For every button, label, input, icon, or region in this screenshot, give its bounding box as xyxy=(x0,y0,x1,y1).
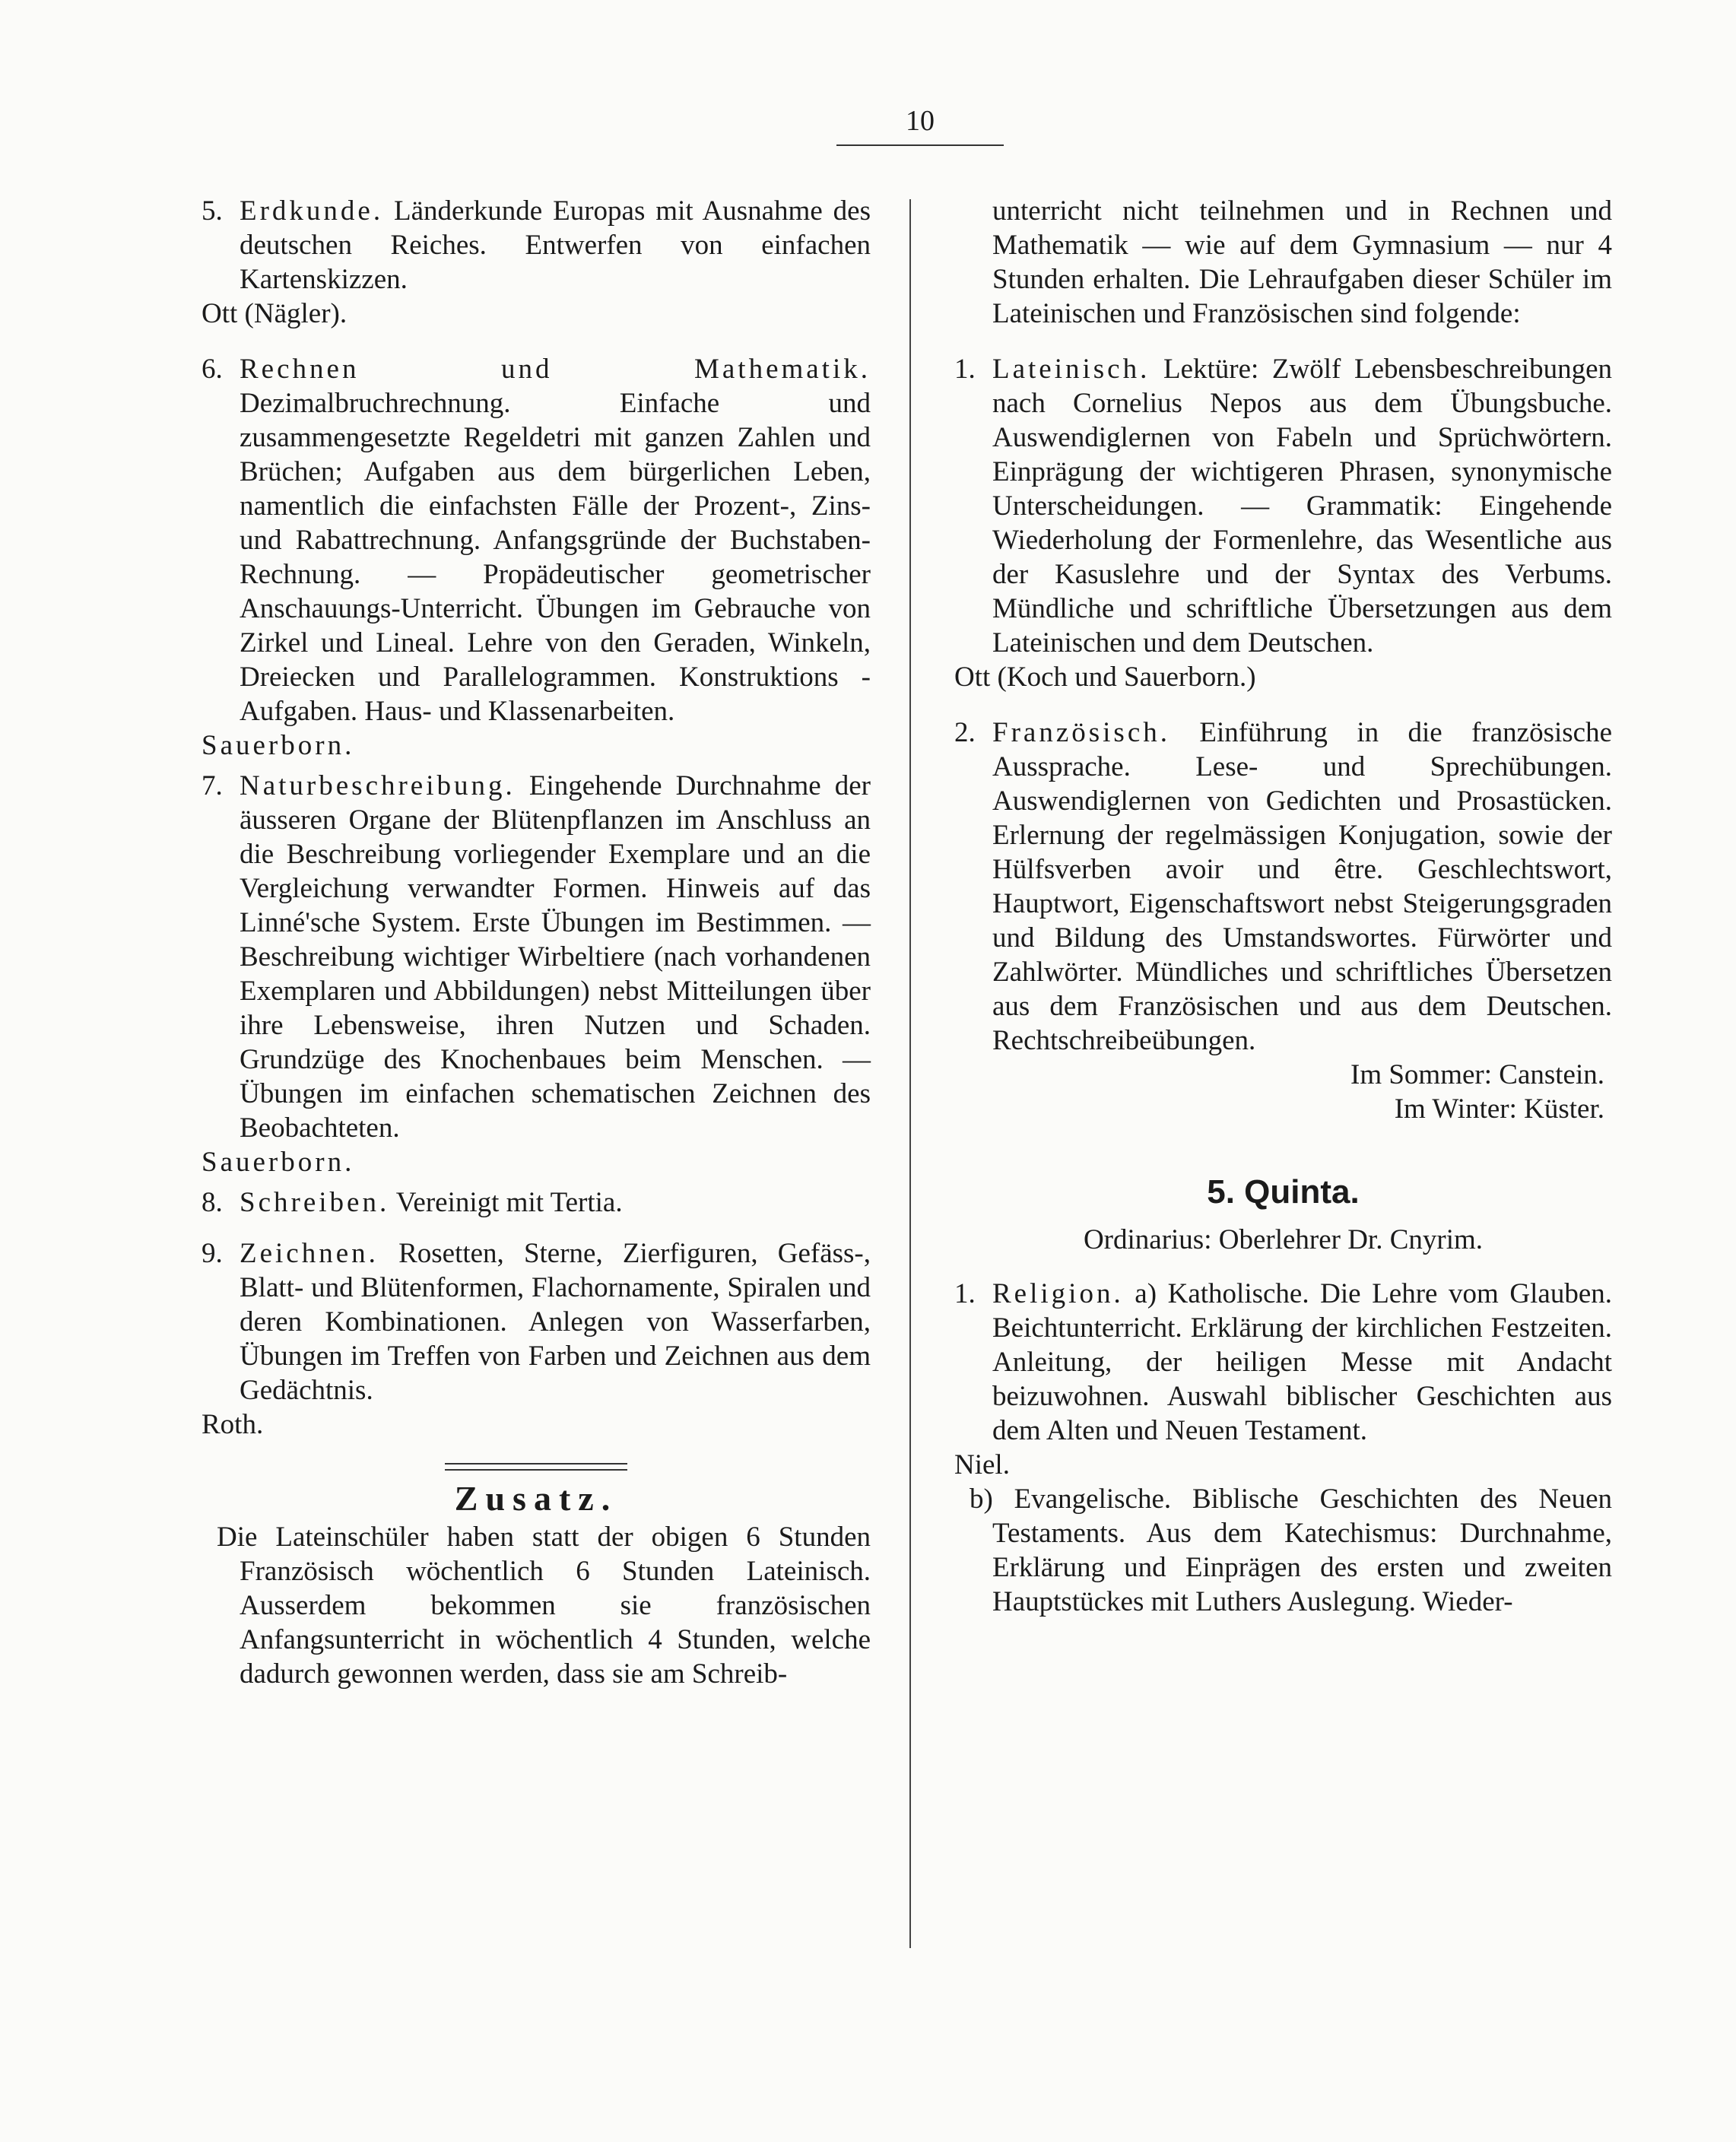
entry-title: Religion. xyxy=(992,1278,1124,1309)
entry-text: Einführung in die französische Aussprache. Lese- und Sprechübungen. Auswendiglernen von Gedichten und Prosastücken. Erlernung der regelmässigen Konjugation, sowie der Hülfsverben avoir und être. Geschlechtswort, Hauptwort, Eigenschaftswort nebst Steigerungsgraden und Bildung des Umstandswortes. Fürwörter und Zahlwörter. Mündliches und schriftliches Übersetzen aus dem Französischen und aus dem Deutschen. Rechtschreibeübungen. xyxy=(992,717,1613,1056)
entry-number: 1. xyxy=(954,1278,976,1309)
entry-text: Dezimalbruchrechnung. Einfache und zusammengesetzte Regeldetri mit ganzen Zahlen und Brüchen; Aufgaben aus dem bürgerlichen Leben, namentlich die einfachsten Fälle der Prozent-, Zins- und Rabattrechnung. Anfangsgründe der Buchstaben-Rechnung. — Propädeutischer geometrischer Anschauungs-Unterricht. Übungen im Gebrauche von Zirkel und Lineal. Lehre von den Geraden, Winkeln, Dreiecken und Parallelogrammen. Konstruktions - Aufgaben. Haus- und Klassenarbeiten. xyxy=(240,388,871,727)
column-divider xyxy=(909,199,911,1948)
zusatz-block xyxy=(202,1520,871,1691)
entry-title: Zeichnen. xyxy=(240,1238,379,1269)
section-title-quinta: 5. Quinta. xyxy=(1207,1173,1360,1211)
entry-title: Erdkunde. xyxy=(240,195,384,227)
continuation-paragraph xyxy=(954,194,1612,331)
entry-mathematik xyxy=(202,352,871,763)
entry-teacher: Sauerborn. xyxy=(202,730,355,761)
entry-text: Eingehende Durchnahme der äusseren Organe der Blütenpflanzen im Anschluss an die Beschreibung vorliegender Exemplare und an die Vergleichung verwandter Formen. Hinweis auf das Linné'sche System. Erste Übungen im Bestimmen. — Beschreibung wichtiger Wirbeltiere (nach vorhandenen Exemplaren und Abbildungen) nebst Mitteilungen über ihre Lebensweise, ihren Nutzen und Schaden. Grundzüge des Knochenbaues beim Menschen. — Übungen im einfachen schematischen Zeichnen des Beobachteten. xyxy=(240,770,871,1144)
continuation-text: unterricht nicht teilnehmen und in Rechnen und Mathematik — wie auf dem Gymnasium — nur 4 Stunden erhalten. Die Lehraufgaben dieser Schüler im Lateinischen und Französischen sind folgende: xyxy=(992,195,1612,329)
section-double-rule xyxy=(445,1463,627,1471)
right-column xyxy=(954,194,1612,1640)
teacher-block xyxy=(1182,1058,1612,1126)
religion-catholic-text: a) Katholische. Die Lehre vom Glauben. Beichtunterricht. Erklärung der kirchlichen Festzeiten. Anleitung, der heiligen Messe mit Andacht beizuwohnen. Auswahl biblischer Geschichten aus dem Alten und Neuen Testament. xyxy=(992,1278,1612,1446)
zusatz-heading: Zusatz. xyxy=(454,1479,618,1518)
entry-title: Französisch. xyxy=(992,717,1170,748)
entry-number: 8. xyxy=(202,1187,223,1218)
entry-title: Naturbeschreibung. xyxy=(240,770,516,801)
entry-zeichnen xyxy=(202,1236,871,1442)
zusatz-text: Die Lateinschüler haben statt der obigen 6 Stunden Französisch wöchentlich 6 Stunden Lateinisch. Ausserdem bekommen sie französischen Anfangsunterricht in wöchentlich 4 Stunden, welche dadurch gewonnen werden, dass sie am Schreib- xyxy=(217,1522,871,1690)
entry-text: Rosetten, Sterne, Zierfiguren, Gefäss-, Blatt- und Blütenformen, Flachornamente, Spiralen und deren Kombinationen. Anlegen von Wasserfarben, Übungen im Treffen von Farben und Zeichnen aus dem Gedächtnis. xyxy=(240,1238,871,1406)
entry-number: 6. xyxy=(202,354,223,385)
entry-number: 9. xyxy=(202,1238,223,1269)
entry-text: Lektüre: Zwölf Lebensbeschreibungen nach Cornelius Nepos aus dem Übungsbuche. Auswendiglernen von Fabeln und Sprüchwörtern. Einprägung der wichtigeren Phrasen, synonymische Unterscheidungen. — Grammatik: Eingehende Wiederholung der Formenlehre, das Wesentliche aus der Kasuslehre und der Syntax des Verbums. Mündliche und schriftliche Übersetzungen aus dem Lateinischen und dem Deutschen. xyxy=(992,354,1612,658)
left-column xyxy=(202,194,871,1691)
entry-schreiben xyxy=(202,1185,871,1220)
entry-teacher: Ott (Koch und Sauerborn.) xyxy=(954,662,1256,693)
page-number: 10 xyxy=(906,105,935,137)
religion-catholic-teacher: Niel. xyxy=(954,1449,1010,1480)
entry-religion xyxy=(954,1277,1612,1619)
entry-teacher: Ott (Nägler). xyxy=(202,298,348,329)
entry-title: Schreiben. xyxy=(240,1187,390,1218)
entry-number: 1. xyxy=(954,354,976,385)
entry-erdkunde xyxy=(202,194,871,331)
entry-naturbeschreibung xyxy=(202,769,871,1179)
entry-number: 7. xyxy=(202,770,223,801)
entry-title: Lateinisch. xyxy=(992,354,1150,385)
entry-title: Rechnen und Mathematik. xyxy=(240,354,871,385)
teacher-winter: Im Winter: Küster. xyxy=(1394,1093,1604,1125)
entry-text: Vereinigt mit Tertia. xyxy=(395,1187,623,1218)
entry-franzoesisch xyxy=(954,716,1612,1126)
entry-text: Länderkunde Europas mit Ausnahme des deutschen Reiches. Entwerfen von einfachen Kartenskizzen. xyxy=(240,195,871,295)
entry-number: 2. xyxy=(954,717,976,748)
religion-evangelical-text: b) Evangelische. Biblische Geschichten des Neuen Testaments. Aus dem Katechismus: Durchnahme, Erklärung und Einprägen des ersten und zweiten Hauptstückes mit Luthers Auslegung. Wieder- xyxy=(970,1484,1612,1617)
entry-teacher: Roth. xyxy=(202,1409,264,1440)
entry-number: 5. xyxy=(202,195,223,227)
page-number-rule xyxy=(836,144,1004,146)
entry-teacher: Sauerborn. xyxy=(202,1147,355,1178)
ordinarius-line: Ordinarius: Oberlehrer Dr. Cnyrim. xyxy=(1083,1224,1484,1255)
entry-lateinisch xyxy=(954,352,1612,694)
teacher-summer: Im Sommer: Canstein. xyxy=(1350,1059,1604,1090)
